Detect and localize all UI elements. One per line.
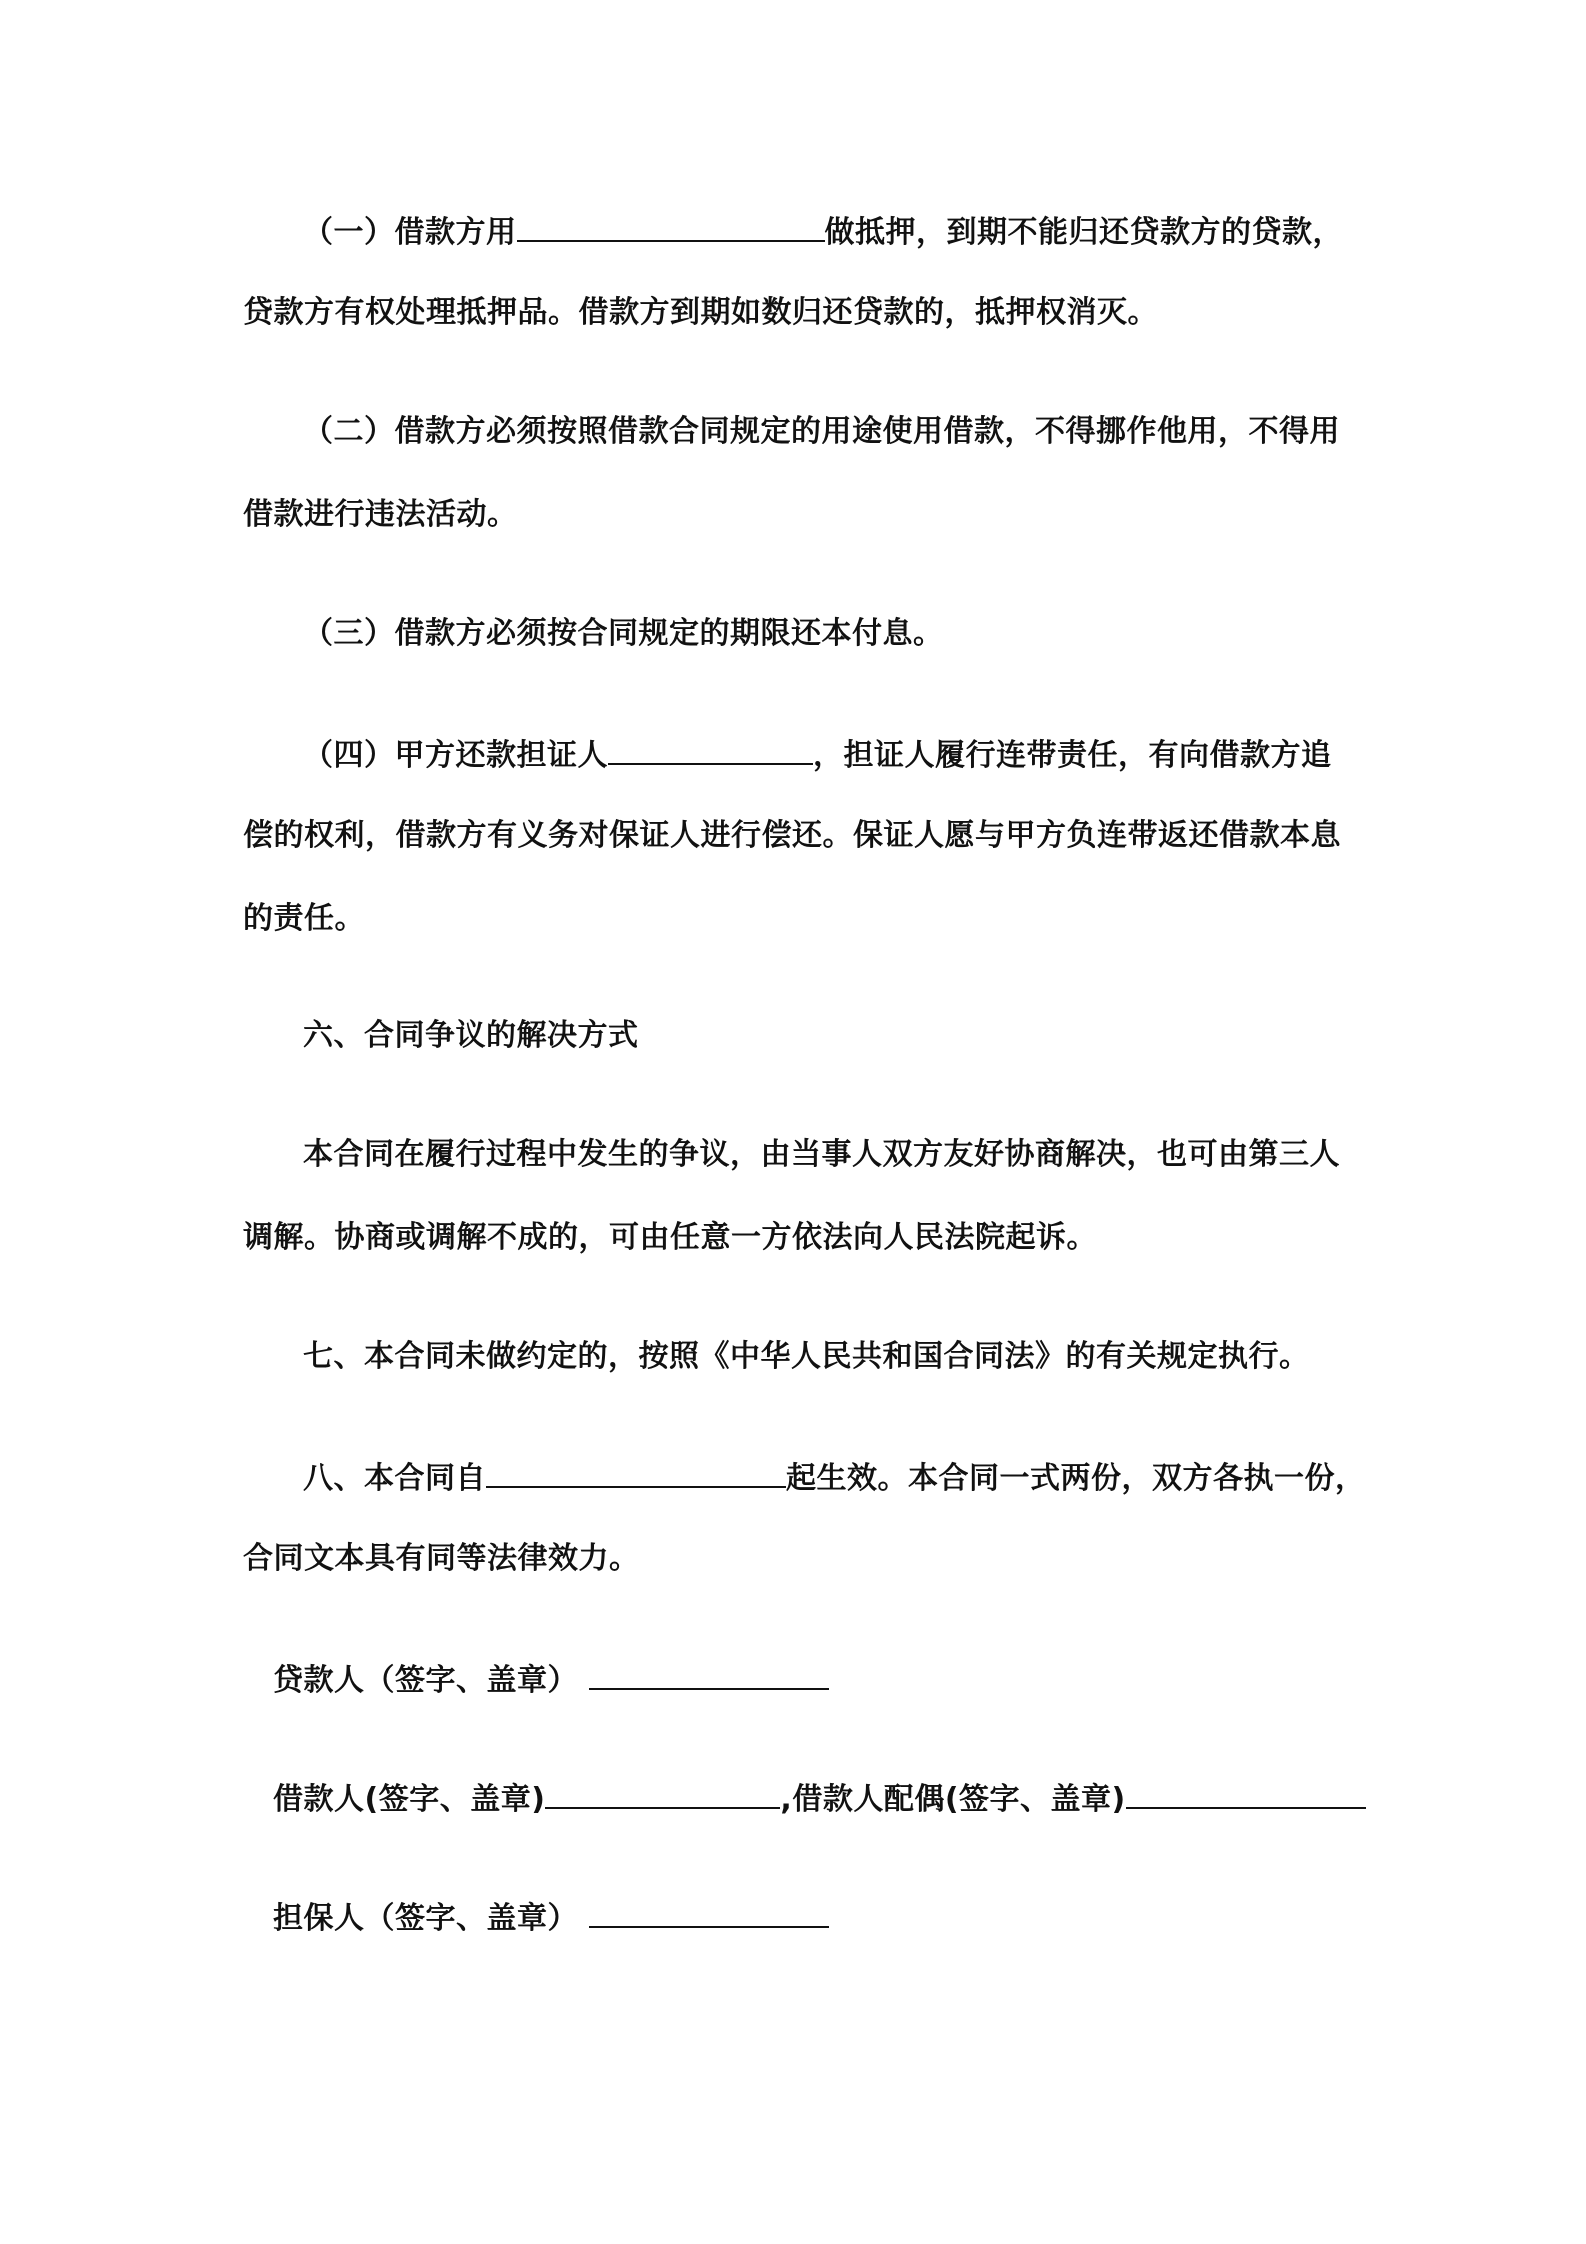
clause-1-text-after: 做抵押，到期不能归还贷款方的贷款，: [824, 215, 1343, 250]
clause-4-text-after: ，担证人履行连带责任，有向借款方追: [813, 738, 1332, 773]
borrower-spouse-signature-label: ,借款人配偶(签字、盖章): [780, 1782, 1126, 1817]
section-6-line-2: 调解。协商或调解不成的，可由任意一方依法向人民法院起诉。: [243, 1220, 1097, 1255]
borrower-signature-label: 借款人(签字、盖章): [273, 1782, 546, 1817]
collateral-blank[interactable]: [517, 210, 825, 242]
borrower-spouse-signature-blank[interactable]: [1126, 1777, 1366, 1809]
clause-4-line-3: 的责任。: [243, 901, 365, 936]
lender-signature-line: [273, 1658, 1393, 1701]
effective-date-blank[interactable]: [486, 1456, 786, 1488]
borrower-signature-line: [273, 1777, 1393, 1820]
guarantor-signature-blank[interactable]: [589, 1896, 829, 1928]
clause-3-line-1: （三）借款方必须按合同规定的期限还本付息。: [303, 616, 944, 651]
guarantor-signature-label: 担保人（签字、盖章）: [273, 1901, 578, 1936]
clause-4-text-before: （四）甲方还款担证人: [303, 738, 608, 773]
section-8-text-after: 起生效。本合同一式两份，双方各执一份，: [786, 1461, 1366, 1496]
section-8-line-1: [303, 1456, 1423, 1499]
section-8-line-2: 合同文本具有同等法律效力。: [243, 1541, 640, 1576]
clause-2-line-2: 借款进行违法活动。: [243, 497, 518, 532]
borrower-signature-blank[interactable]: [545, 1777, 780, 1809]
section-8-text-before: 八、本合同自: [303, 1461, 486, 1496]
section-6-line-1: 本合同在履行过程中发生的争议，由当事人双方友好协商解决，也可由第三人: [303, 1137, 1340, 1172]
section-6-heading: 六、合同争议的解决方式: [303, 1018, 639, 1053]
section-7-line-1: 七、本合同未做约定的，按照《中华人民共和国合同法》的有关规定执行。: [303, 1339, 1310, 1374]
guarantor-name-blank[interactable]: [608, 733, 813, 765]
clause-2-line-1: （二）借款方必须按照借款合同规定的用途使用借款，不得挪作他用，不得用: [303, 414, 1340, 449]
clause-1-line-2: 贷款方有权处理抵押品。借款方到期如数归还贷款的，抵押权消灭。: [243, 295, 1158, 330]
lender-signature-blank[interactable]: [589, 1658, 829, 1690]
lender-signature-label: 贷款人（签字、盖章）: [273, 1663, 578, 1698]
clause-1-line-1: [303, 210, 1423, 253]
clause-4-line-1: [303, 733, 1423, 776]
clause-4-line-2: 偿的权利，借款方有义务对保证人进行偿还。保证人愿与甲方负连带返还借款本息: [243, 818, 1341, 853]
clause-1-text-before: （一）借款方用: [303, 215, 517, 250]
guarantor-signature-line: [273, 1896, 1393, 1939]
